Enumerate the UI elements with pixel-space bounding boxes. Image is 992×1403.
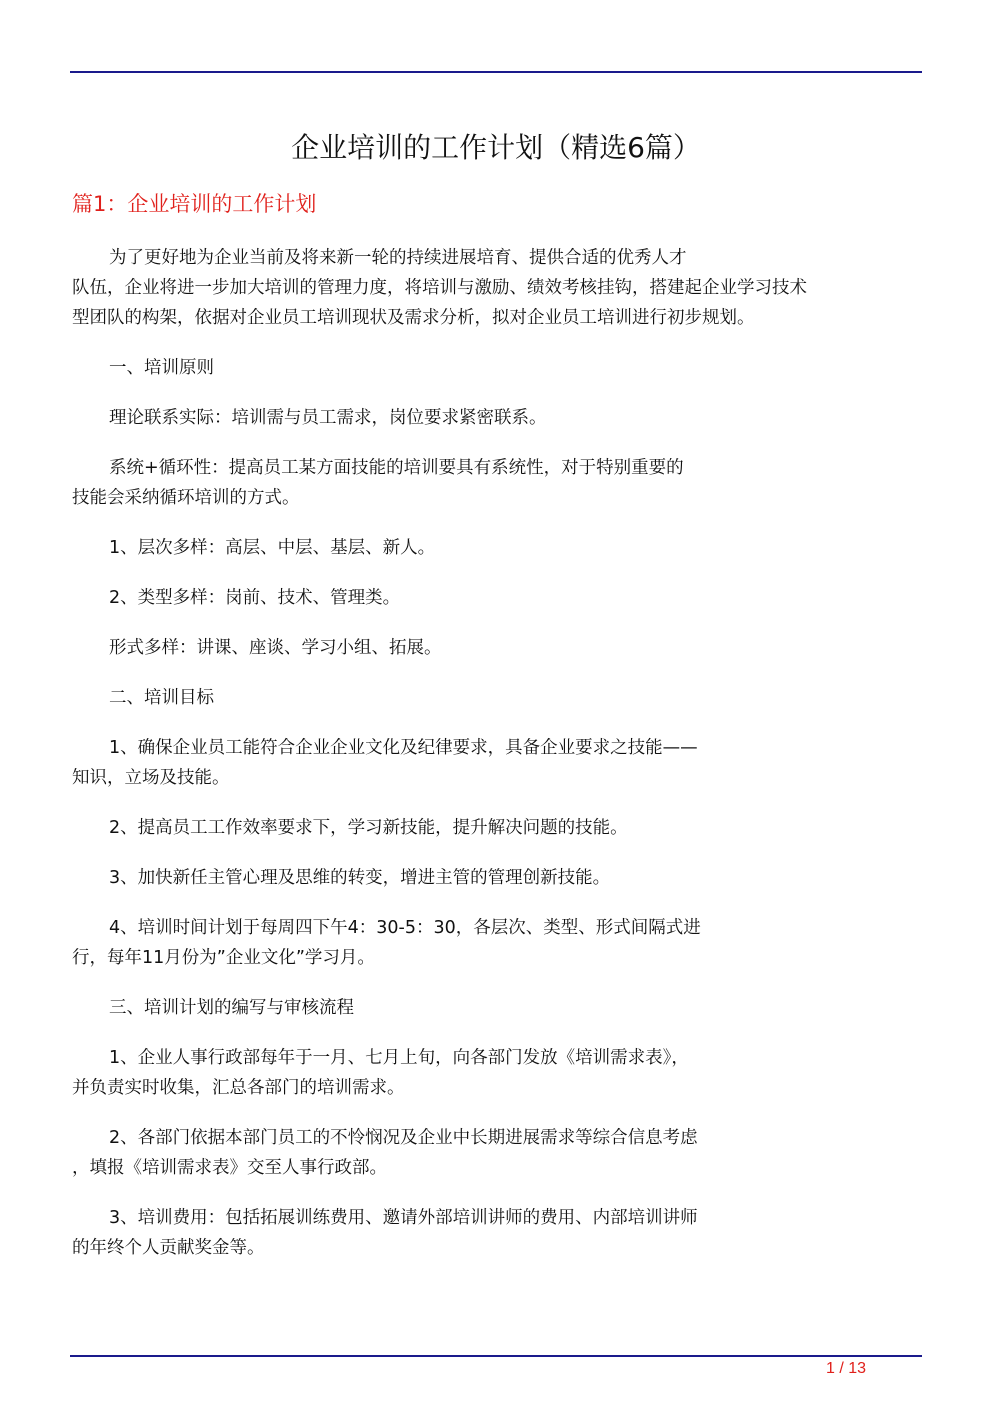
paragraph-line: 2、提高员工工作效率要求下，学习新技能，提升解决问题的技能。 [109, 818, 628, 838]
paragraph-line: 的年终个人贡献奖金等。 [72, 1238, 265, 1258]
paragraph-line: 理论联系实际：培训需与员工需求，岗位要求紧密联系。 [109, 408, 547, 428]
paragraph-line: ，填报《培训需求表》交至人事行政部。 [72, 1158, 387, 1178]
paragraph-line: 形式多样：讲课、座谈、学习小组、拓展。 [109, 638, 442, 658]
paragraph [72, 1043, 922, 1103]
footer-rule [70, 1355, 922, 1357]
paragraph [72, 1203, 922, 1263]
paragraph-line: 并负责实时收集，汇总各部门的培训需求。 [72, 1078, 405, 1098]
paragraph [72, 863, 922, 893]
paragraph-line: 队伍，企业将进一步加大培训的管理力度，将培训与激励、绩效考核挂钩，搭建起企业学习技术 [72, 278, 807, 298]
paragraph-line: 技能会采纳循环培训的方式。 [72, 488, 300, 508]
paragraph-line: 三、培训计划的编写与审核流程 [109, 998, 354, 1018]
paragraph [72, 633, 922, 663]
paragraph-line: 系统+循环性：提高员工某方面技能的培训要具有系统性，对于特别重要的 [109, 458, 684, 478]
paragraph-line: 1、确保企业员工能符合企业企业文化及纪律要求，具备企业要求之技能—— [109, 738, 698, 758]
section-heading: 篇1：企业培训的工作计划 [72, 192, 317, 216]
paragraph-line: 为了更好地为企业当前及将来新一轮的持续进展培育、提供合适的优秀人才 [109, 248, 687, 268]
paragraph [72, 993, 922, 1023]
paragraph [72, 243, 922, 333]
paragraph [72, 453, 922, 513]
paragraph [72, 1123, 922, 1183]
paragraph [72, 813, 922, 843]
paragraph-line: 2、类型多样：岗前、技术、管理类。 [109, 588, 401, 608]
paragraph-line: 2、各部门依据本部门员工的不怜悯况及企业中长期进展需求等综合信息考虑 [109, 1128, 698, 1148]
paragraph [72, 733, 922, 793]
paragraph [72, 403, 922, 433]
paragraph-line: 3、培训费用：包括拓展训练费用、邀请外部培训讲师的费用、内部培训讲师 [109, 1208, 698, 1228]
paragraph-line: 知识，立场及技能。 [72, 768, 230, 788]
document-body [72, 243, 922, 1283]
header-rule [70, 71, 922, 73]
paragraph-line: 4、培训时间计划于每周四下午4：30-5：30，各层次、类型、形式间隔式进 [109, 918, 701, 938]
paragraph-line: 1、层次多样：高层、中层、基层、新人。 [109, 538, 436, 558]
paragraph [72, 353, 922, 383]
page-number: 1 / 13 [826, 1360, 867, 1377]
paragraph [72, 913, 922, 973]
paragraph-line: 二、培训目标 [109, 688, 214, 708]
document-title: 企业培训的工作计划（精选6篇） [291, 131, 701, 164]
paragraph-line: 型团队的构架，依据对企业员工培训现状及需求分析，拟对企业员工培训进行初步规划。 [72, 308, 755, 328]
paragraph-line: 1、企业人事行政部每年于一月、七月上旬，向各部门发放《培训需求表》， [109, 1048, 689, 1068]
paragraph-line: 3、加快新任主管心理及思维的转变，增进主管的管理创新技能。 [109, 868, 611, 888]
paragraph-line: 一、培训原则 [109, 358, 214, 378]
paragraph [72, 683, 922, 713]
paragraph [72, 533, 922, 563]
paragraph-line: 行，每年11月份为”企业文化”学习月。 [72, 948, 375, 968]
paragraph [72, 583, 922, 613]
